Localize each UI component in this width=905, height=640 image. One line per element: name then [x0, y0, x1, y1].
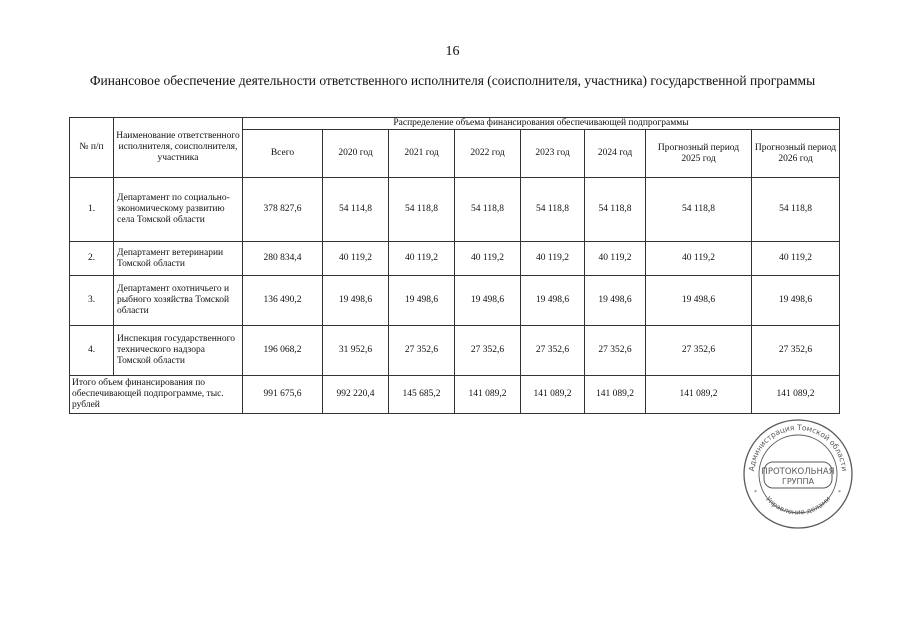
row-2022: 40 119,2 [455, 242, 521, 276]
row-2024: 54 118,8 [585, 178, 646, 242]
row-name: Департамент ветеринарии Томской области [114, 242, 243, 276]
header-num: № п/п [70, 118, 114, 178]
page-title: Финансовое обеспечение деятельности ответственного исполнителя (соисполнителя, участника) государственной программы [89, 73, 816, 88]
table-row [70, 242, 840, 276]
header-distribution: Распределение объема финансирования обеспечивающей подпрограммы [243, 118, 840, 130]
row-2025: 27 352,6 [646, 326, 752, 376]
row-name: Департамент охотничьего и рыбного хозяйства Томской области [114, 276, 243, 326]
row-2021: 40 119,2 [389, 242, 455, 276]
row-2020: 54 114,8 [323, 178, 389, 242]
total-2021: 145 685,2 [389, 376, 455, 414]
table-row [70, 326, 840, 376]
row-num: 1. [70, 178, 114, 242]
stamp-star-left: * [754, 490, 757, 496]
row-2020: 40 119,2 [323, 242, 389, 276]
row-2024: 27 352,6 [585, 326, 646, 376]
row-num: 3. [70, 276, 114, 326]
total-2023: 141 089,2 [521, 376, 585, 414]
stamp-outer-text: Администрация Томской области [747, 422, 849, 472]
stamp-star-right: * [838, 490, 841, 496]
row-2023: 19 498,6 [521, 276, 585, 326]
row-2021: 54 118,8 [389, 178, 455, 242]
total-2020: 992 220,4 [323, 376, 389, 414]
header-2024: 2024 год [585, 130, 646, 178]
row-2026: 27 352,6 [752, 326, 840, 376]
total-row [70, 376, 840, 414]
row-num: 2. [70, 242, 114, 276]
total-total: 991 675,6 [243, 376, 323, 414]
header-2023: 2023 год [521, 130, 585, 178]
total-2025: 141 089,2 [646, 376, 752, 414]
row-name: Департамент по социально-экономическому развитию села Томской области [114, 178, 243, 242]
row-2021: 27 352,6 [389, 326, 455, 376]
row-2026: 40 119,2 [752, 242, 840, 276]
row-2024: 19 498,6 [585, 276, 646, 326]
row-total: 280 834,4 [243, 242, 323, 276]
row-2020: 31 952,6 [323, 326, 389, 376]
row-num: 4. [70, 326, 114, 376]
header-2021: 2021 год [389, 130, 455, 178]
row-2025: 40 119,2 [646, 242, 752, 276]
row-2022: 27 352,6 [455, 326, 521, 376]
row-total: 136 490,2 [243, 276, 323, 326]
row-2026: 19 498,6 [752, 276, 840, 326]
total-2026: 141 089,2 [752, 376, 840, 414]
row-total: 196 068,2 [243, 326, 323, 376]
row-2022: 19 498,6 [455, 276, 521, 326]
table-row [70, 178, 840, 242]
header-name: Наименование ответственного исполнителя, соисполнителя, участника [114, 118, 243, 178]
header-2026: Прогнозный период 2026 год [752, 130, 840, 178]
total-2024: 141 089,2 [585, 376, 646, 414]
row-name: Инспекция государственного технического надзора Томской области [114, 326, 243, 376]
row-total: 378 827,6 [243, 178, 323, 242]
row-2024: 40 119,2 [585, 242, 646, 276]
row-2023: 40 119,2 [521, 242, 585, 276]
stamp-seal [742, 418, 854, 530]
row-2023: 54 118,8 [521, 178, 585, 242]
row-2025: 54 118,8 [646, 178, 752, 242]
header-2025: Прогнозный период 2025 год [646, 130, 752, 178]
page-number: 16 [445, 44, 460, 59]
row-2021: 19 498,6 [389, 276, 455, 326]
row-2022: 54 118,8 [455, 178, 521, 242]
header-2020: 2020 год [323, 130, 389, 178]
table-row [70, 276, 840, 326]
row-2025: 19 498,6 [646, 276, 752, 326]
financing-table [69, 117, 840, 414]
header-total: Всего [243, 130, 323, 178]
total-label: Итого объем финансирования по обеспечивающей подпрограмме, тыс. рублей [70, 376, 243, 414]
row-2023: 27 352,6 [521, 326, 585, 376]
stamp-bottom-text: Управление делами [763, 495, 833, 517]
stamp-line2: ГРУППА [781, 477, 815, 486]
row-2026: 54 118,8 [752, 178, 840, 242]
total-2022: 141 089,2 [455, 376, 521, 414]
header-2022: 2022 год [455, 130, 521, 178]
stamp-line1: ПРОТОКОЛЬНАЯ [761, 467, 835, 477]
row-2020: 19 498,6 [323, 276, 389, 326]
